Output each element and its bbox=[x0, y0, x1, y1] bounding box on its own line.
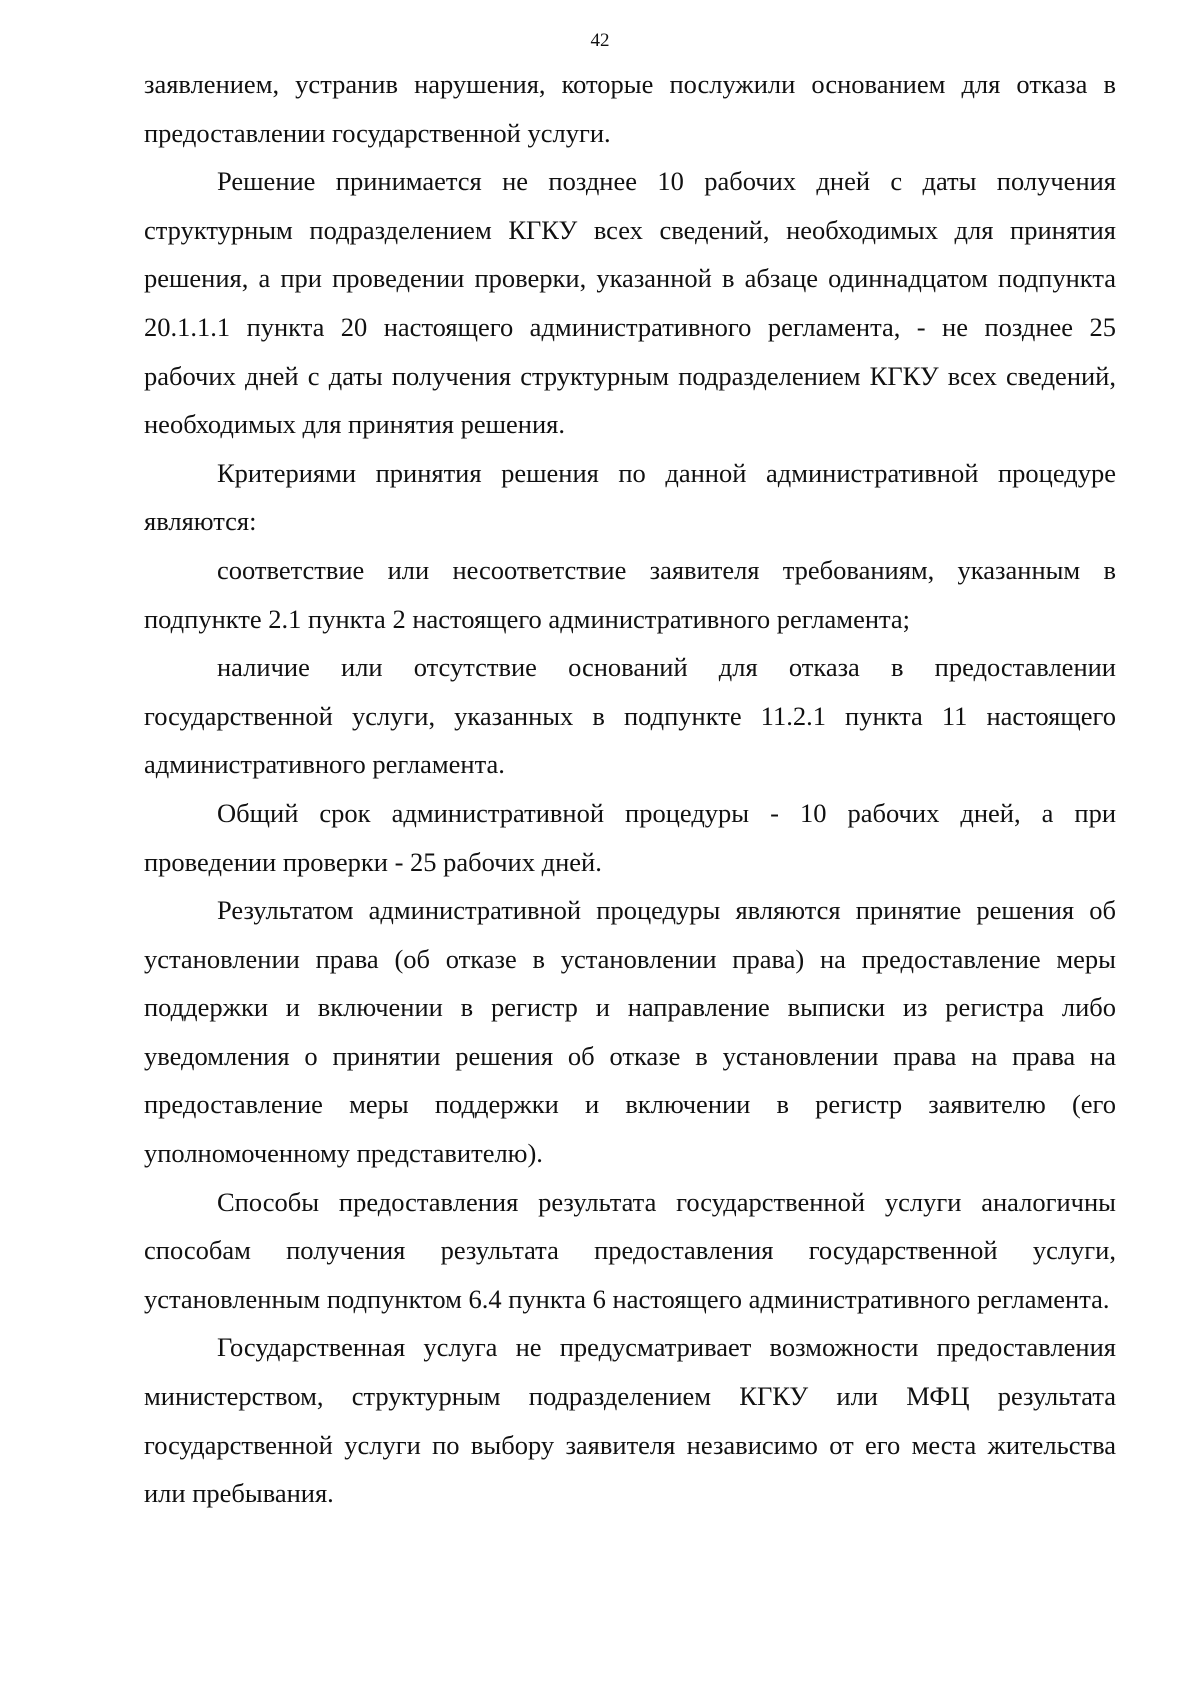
document-body bbox=[144, 60, 1116, 1518]
paragraph-delivery-methods: Способы предоставления результата государственной услуги аналогичны способам получения результата предоставления государственной услуги, установленным подпунктом 6.4 пункта 6 настоящего административного регламента. bbox=[144, 1186, 1116, 1314]
paragraph-criterion-grounds: наличие или отсутствие оснований для отказа в предоставлении государственной услуги, указанных в подпункте 11.2.1 пункта 11 настоящего административного регламента. bbox=[144, 652, 1116, 780]
paragraph-criterion-compliance: соответствие или несоответствие заявителя требованиям, указанным в подпункте 2.1 пункта 2 настоящего административного регламента; bbox=[144, 554, 1116, 634]
paragraph-procedure-result: Результатом административной процедуры являются принятие решения об установлении права (об отказе в установлении права) на предоставление меры поддержки и включении в регистр и направление выписки из регистра либо уведомления о принятии решения об отказе в установлении права на права на предоставление меры поддержки и включении в регистр заявителю (его уполномоченному представителю). bbox=[144, 895, 1116, 1169]
paragraph-total-term: Общий срок административной процедуры - 10 рабочих дней, а при проведении проверки - 25 рабочих дней. bbox=[144, 797, 1116, 877]
page-number: 42 bbox=[590, 30, 610, 51]
paragraph-decision-deadline: Решение принимается не позднее 10 рабочих дней с даты получения структурным подразделением КГКУ всех сведений, необходимых для принятия решения, а при проведении проверки, указанной в абзаце одиннадцатом подпункта 20.1.1.1 пункта 20 настоящего административного регламента, - не позднее 25 рабочих дней с даты получения структурным подразделением КГКУ всех сведений, необходимых для принятия решения. bbox=[144, 166, 1116, 440]
paragraph-extraterritorial: Государственная услуга не предусматривает возможности предоставления министерством, структурным подразделением КГКУ или МФЦ результата государственной услуги по выбору заявителя независимо от его места жительства или пребывания. bbox=[144, 1332, 1116, 1509]
paragraph-continuation: заявлением, устранив нарушения, которые послужили основанием для отказа в предоставлении государственной услуги. bbox=[144, 69, 1116, 148]
paragraph-criteria-intro: Критериями принятия решения по данной административной процедуре являются: bbox=[144, 457, 1116, 537]
